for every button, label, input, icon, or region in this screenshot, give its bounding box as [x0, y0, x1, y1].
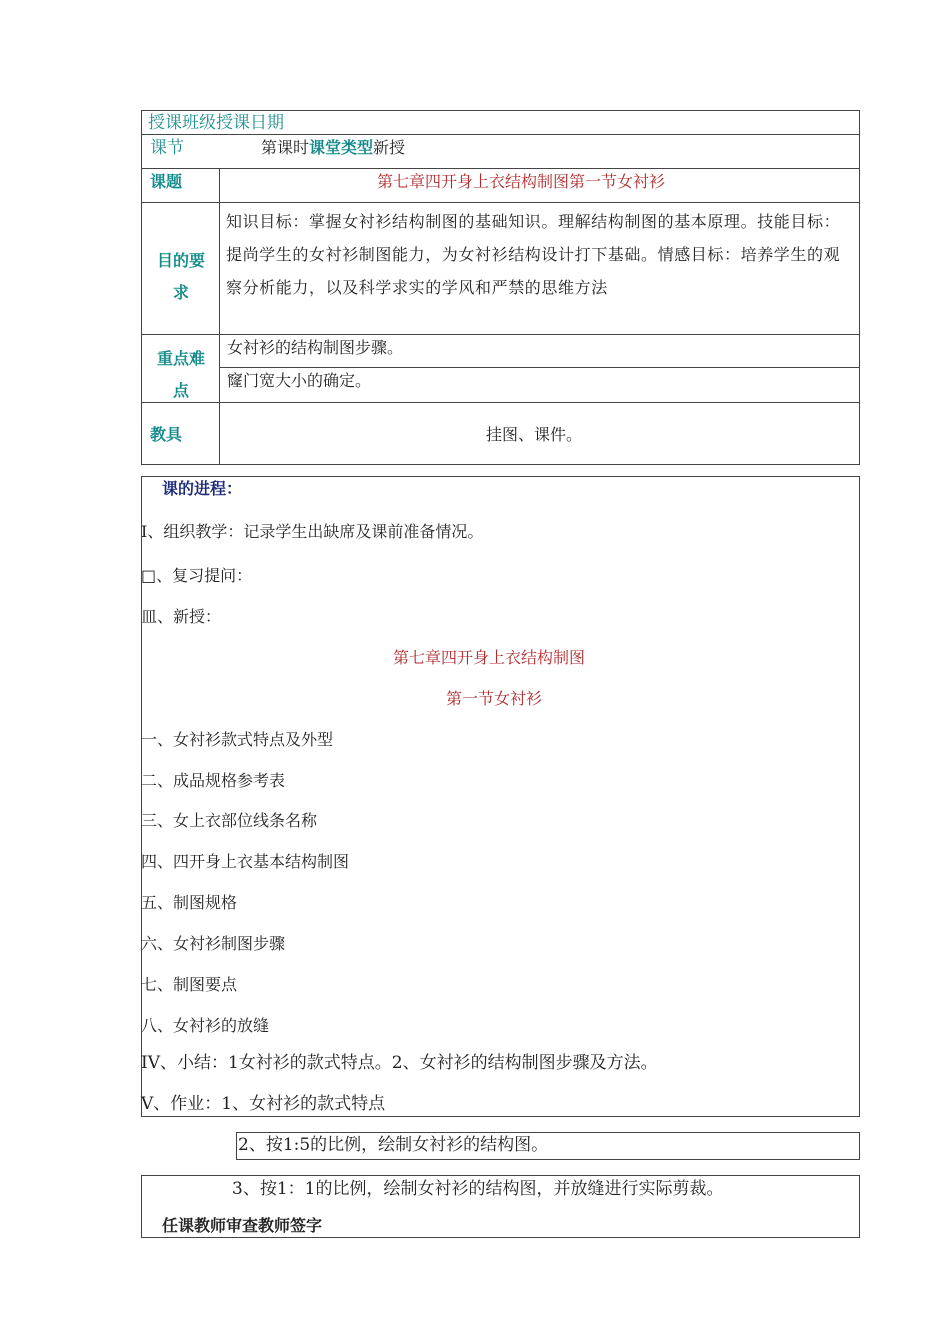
- homework-line: V、作业：1、女衬衫的款式特点: [141, 1094, 386, 1114]
- class-date-label: 授课班级授课日期: [148, 113, 284, 133]
- tools-value: 挂图、课件。: [486, 425, 583, 444]
- list-item: 七、制图要点: [141, 975, 238, 994]
- list-item: 四、四开身上衣基本结构制图: [141, 852, 350, 871]
- summary-line: IV、小结：1女衬衫的款式特点。2、女衬衫的结构制图步骤及方法。: [141, 1053, 658, 1073]
- info-table-row-divider: [141, 134, 860, 135]
- process-step-2: □、复习提问：: [141, 566, 253, 585]
- process-step-3: 皿、新授：: [141, 607, 222, 626]
- list-item: 三、女上衣部位线条名称: [141, 811, 318, 830]
- lesson-type-value: 新授: [373, 138, 406, 157]
- objectives-label-line2: 求: [172, 283, 189, 302]
- keypoints-label-line1: 重点难: [156, 349, 205, 368]
- objectives-label-line1: 目的要: [156, 251, 205, 270]
- info-table-row-divider: [141, 202, 860, 203]
- period-text: 第课时: [261, 138, 310, 157]
- section-label: 课节: [150, 138, 184, 158]
- homework-3-line: 3、按1：1的比例，绘制女衬衫的结构图，并放缝进行实际剪裁。: [232, 1179, 724, 1199]
- list-item: 一、女衬衫款式特点及外型: [141, 730, 334, 749]
- homework-2-line: 2、按1:5的比例，绘制女衬衫的结构图。: [238, 1135, 549, 1155]
- objectives-label: [152, 245, 210, 309]
- list-item: 六、女衬衫制图步骤: [141, 934, 286, 953]
- keypoint-2: 窿门宽大小的确定。: [227, 371, 372, 390]
- info-table-row-divider: [219, 367, 860, 368]
- tools-label: 教具: [150, 425, 183, 444]
- keypoints-label: [152, 343, 210, 407]
- info-table-column-divider: [219, 168, 220, 465]
- topic-value: 第七章四开身上衣结构制图第一节女衬衫: [377, 172, 666, 191]
- info-table-row-divider: [141, 402, 860, 403]
- lesson-meta-line: [261, 138, 405, 157]
- topic-label: 课题: [150, 172, 183, 191]
- keypoints-label-line2: 点: [172, 381, 189, 400]
- list-item: 五、制图规格: [141, 893, 238, 912]
- section-title: 第一节女衬衫: [446, 689, 543, 708]
- info-table-row-divider: [141, 334, 860, 335]
- signature-line: 任课教师审查教师签字: [162, 1216, 323, 1235]
- keypoint-1: 女衬衫的结构制图步骤。: [227, 338, 404, 357]
- objectives-text: 知识目标：掌握女衬衫结构制图的基础知识。理解结构制图的基本原理。技能目标：提尚学生的女衬衫制图能力，为女衬衫结构设计打下基础。情感目标：培养学生的观察分析能力，以及科学求实的学风和严禁的思维方法: [226, 212, 841, 297]
- list-item: 二、成品规格参考表: [141, 771, 286, 790]
- process-heading: 课的进程：: [162, 479, 243, 498]
- process-step-1: I、组织教学：记录学生出缺席及课前准备情况。: [141, 522, 484, 541]
- list-item: 八、女衬衫的放缝: [141, 1016, 270, 1035]
- lesson-type-label: 课堂类型: [309, 138, 374, 157]
- chapter-title: 第七章四开身上衣结构制图: [393, 648, 586, 667]
- info-table-row-divider: [141, 168, 860, 169]
